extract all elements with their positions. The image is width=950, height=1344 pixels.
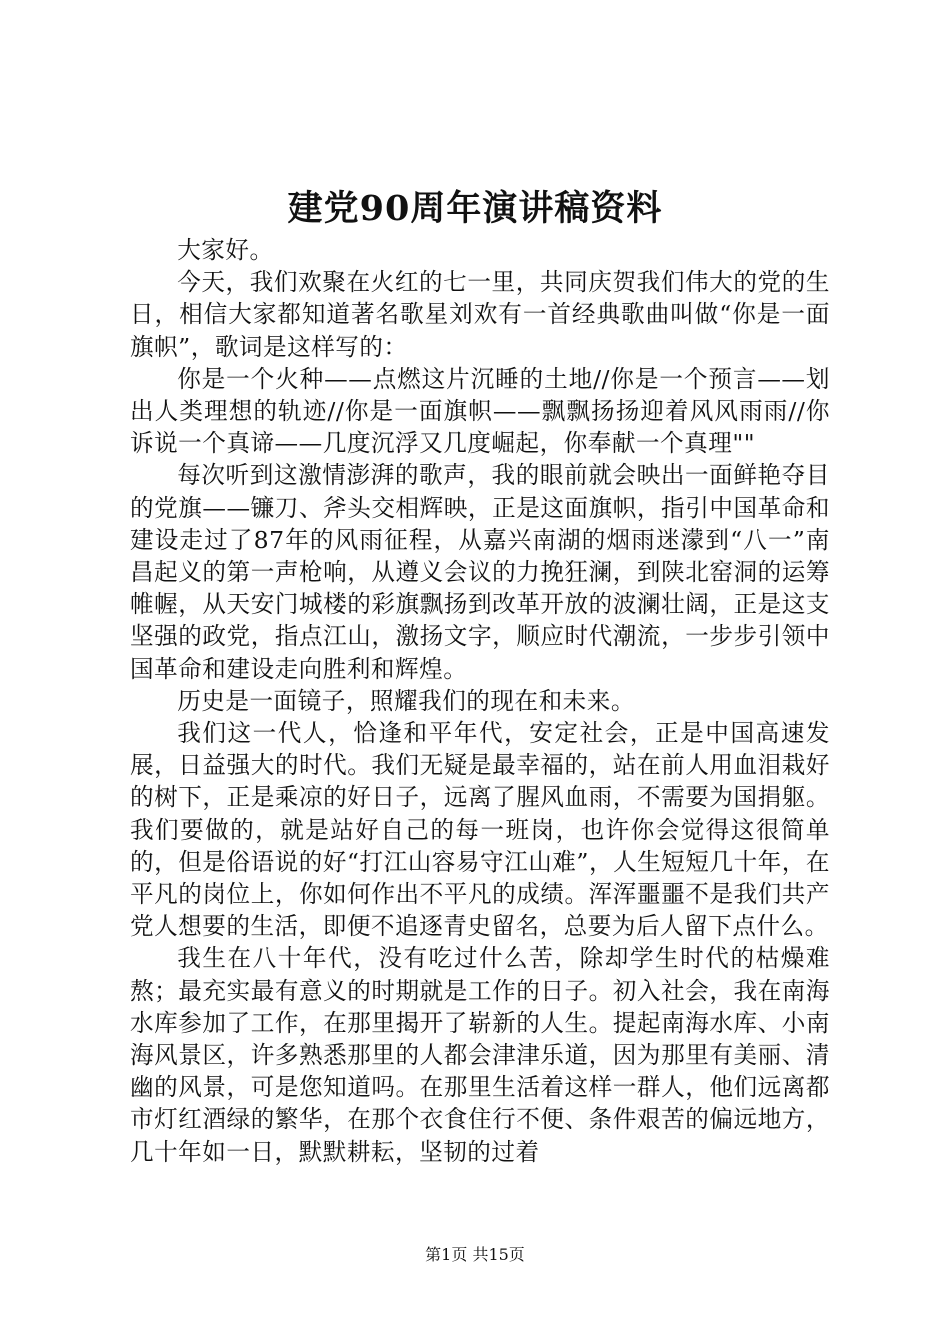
page-number-footer: 第1页 共15页: [425, 1245, 525, 1264]
document-title: 建党90周年演讲稿资料: [287, 188, 663, 229]
paragraph: 每次听到这激情澎湃的歌声，我的眼前就会映出一面鲜艳夺目的党旗——镰刀、斧头交相辉映，正是这面旗帜，指引中国革命和建设走过了87年的风雨征程，从嘉兴南湖的烟雨迷濛到“八一”南昌起义的第一声枪响，从遵义会议的力挽狂澜，到陕北窑洞的运筹帷幄，从天安门城楼的彩旗飘扬到改革开放的波澜壮阔，正是这支坚强的政党，指点江山，激扬文字，顺应时代潮流，一步步引领中国革命和建设走向胜利和辉煌。: [130, 461, 830, 683]
paragraph: 我们这一代人，恰逢和平年代，安定社会，正是中国高速发展，日益强大的时代。我们无疑是最幸福的，站在前人用血泪栽好的树下，正是乘凉的好日子，远离了腥风血雨，不需要为国捐躯。我们要做的，就是站好自己的每一班岗，也许你会觉得这很简单的，但是俗语说的好“打江山容易守江山难”，人生短短几十年，在平凡的岗位上，你如何作出不平凡的成绩。浑浑噩噩不是我们共产党人想要的生活，即便不追逐青史留名，总要为后人留下点什么。: [130, 719, 830, 941]
paragraph: 我生在八十年代，没有吃过什么苦，除却学生时代的枯燥难熬；最充实最有意义的时期就是工作的日子。初入社会，我在南海水库参加了工作，在那里揭开了崭新的人生。提起南海水库、小南海风景区，许多熟悉那里的人都会津津乐道，因为那里有美丽、清幽的风景，可是您知道吗。在那里生活着这样一群人，他们远离都市灯红酒绿的繁华，在那个衣食住行不便、条件艰苦的偏远地方，几十年如一日，默默耕耘，坚韧的过着: [130, 944, 830, 1166]
document-body: [130, 234, 830, 1168]
paragraph: 今天，我们欢聚在火红的七一里，共同庆贺我们伟大的党的生日，相信大家都知道著名歌星刘欢有一首经典歌曲叫做“你是一面旗帜”，歌词是这样写的：: [130, 268, 830, 361]
paragraph: 大家好。: [177, 236, 274, 264]
lyrics-paragraph: 你是一个火种——点燃这片沉睡的土地//你是一个预言——划出人类理想的轨迹//你是一面旗帜——飘飘扬扬迎着风风雨雨//你诉说一个真谛——几度沉浮又几度崛起，你奉献一个真理"": [130, 364, 830, 458]
paragraph: 历史是一面镜子，照耀我们的现在和未来。: [177, 686, 635, 715]
